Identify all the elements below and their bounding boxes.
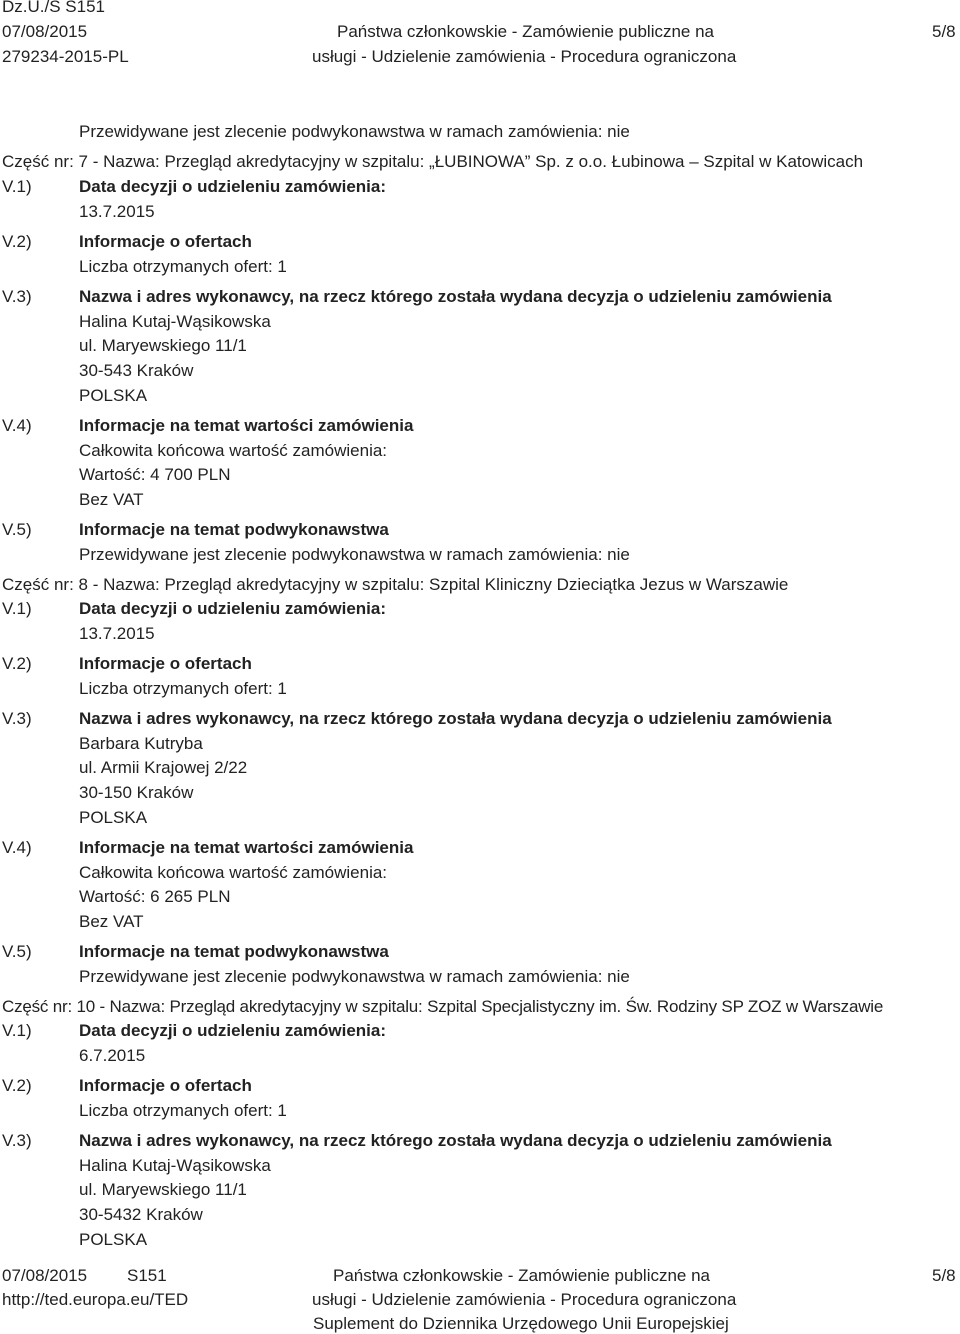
header-page-number: 5/8 [932, 22, 956, 41]
contractor-street: ul. Armii Krajowej 2/22 [79, 758, 248, 777]
section-heading: Informacje o ofertach [79, 1076, 252, 1095]
vat-note: Bez VAT [79, 490, 144, 509]
offers-count: Liczba otrzymanych ofert: 1 [79, 1101, 287, 1120]
section-heading: Nazwa i adres wykonawcy, na rzecz którego została wydana decyzja o udzieleniu zamówienia [79, 1131, 832, 1150]
contractor-city: 30-543 Kraków [79, 361, 194, 380]
section-heading: Data decyzji o udzieleniu zamówienia: [79, 1021, 387, 1040]
section-heading: Nazwa i adres wykonawcy, na rzecz którego została wydana decyzja o udzieleniu zamówienia [79, 287, 832, 306]
section-heading: Data decyzji o udzieleniu zamówienia: [79, 599, 387, 618]
decision-date: 13.7.2015 [79, 624, 155, 643]
section-label: V.2) [2, 654, 32, 673]
section-label: V.5) [2, 942, 32, 961]
section-heading: Nazwa i adres wykonawcy, na rzecz którego została wydana decyzja o udzieleniu zamówienia [79, 709, 832, 728]
section-label: V.1) [2, 1021, 32, 1040]
contractor-country: POLSKA [79, 1230, 148, 1249]
footer-title-line3: Suplement do Dziennika Urzędowego Unii Europejskiej [313, 1314, 729, 1333]
contractor-name: Barbara Kutryba [79, 734, 203, 753]
contractor-country: POLSKA [79, 808, 148, 827]
contract-value: Wartość: 6 265 PLN [79, 887, 231, 906]
subcontracting-value: Przewidywane jest zlecenie podwykonawstwa w ramach zamówienia: nie [79, 967, 630, 986]
section-label: V.1) [2, 177, 32, 196]
section-heading: Informacje na temat wartości zamówienia [79, 838, 414, 857]
vat-note: Bez VAT [79, 912, 144, 931]
header-date: 07/08/2015 [2, 22, 88, 41]
section-label: V.1) [2, 599, 32, 618]
contract-value: Wartość: 4 700 PLN [79, 465, 231, 484]
offers-count: Liczba otrzymanych ofert: 1 [79, 679, 287, 698]
section-heading: Informacje na temat podwykonawstwa [79, 942, 389, 961]
section-label: V.3) [2, 1131, 32, 1150]
footer-date: 07/08/2015 [2, 1266, 88, 1285]
contractor-city: 30-150 Kraków [79, 783, 194, 802]
section-heading: Informacje o ofertach [79, 232, 252, 251]
decision-date: 6.7.2015 [79, 1046, 146, 1065]
subcontracting-intro: Przewidywane jest zlecenie podwykonawstwa w ramach zamówienia: nie [79, 122, 630, 141]
subcontracting-value: Przewidywane jest zlecenie podwykonawstwa w ramach zamówienia: nie [79, 545, 630, 564]
footer-title-line1: Państwa członkowskie - Zamówienie publiczne na [333, 1266, 711, 1285]
section-heading: Informacje o ofertach [79, 654, 252, 673]
footer-title-line2: usługi - Udzielenie zamówienia - Procedura ograniczona [312, 1290, 737, 1309]
contractor-country: POLSKA [79, 386, 148, 405]
footer-page-number: 5/8 [932, 1266, 956, 1285]
part-title: Część nr: 10 - Nazwa: Przegląd akredytacyjny w szpitalu: Szpital Specjalistyczny im. Św. Rodziny SP ZOZ w Warszawie [2, 997, 884, 1016]
contractor-name: Halina Kutaj-Wąsikowska [79, 312, 271, 331]
section-label: V.2) [2, 1076, 32, 1095]
section-label: V.3) [2, 287, 32, 306]
total-value-label: Całkowita końcowa wartość zamówienia: [79, 441, 388, 460]
notice-number: 279234-2015-PL [2, 47, 129, 66]
section-heading: Data decyzji o udzieleniu zamówienia: [79, 177, 387, 196]
section-label: V.4) [2, 838, 32, 857]
section-label: V.3) [2, 709, 32, 728]
section-label: V.4) [2, 416, 32, 435]
contractor-street: ul. Maryewskiego 11/1 [79, 336, 247, 355]
journal-ref: Dz.U./S S151 [2, 0, 105, 16]
contractor-name: Halina Kutaj-Wąsikowska [79, 1156, 271, 1175]
section-heading: Informacje na temat podwykonawstwa [79, 520, 389, 539]
header-title-line2: usługi - Udzielenie zamówienia - Procedura ograniczona [312, 47, 737, 66]
part-title: Część nr: 8 - Nazwa: Przegląd akredytacyjny w szpitalu: Szpital Kliniczny Dzieciątka Jezus w Warszawie [2, 575, 789, 594]
part-title: Część nr: 7 - Nazwa: Przegląd akredytacyjny w szpitalu: „ŁUBINOWA” Sp. z o.o. Łubinowa – Szpital w Katowicach [2, 152, 864, 171]
offers-count: Liczba otrzymanych ofert: 1 [79, 257, 287, 276]
header-title-line1: Państwa członkowskie - Zamówienie publiczne na [337, 22, 715, 41]
footer-series: S151 [127, 1266, 167, 1285]
section-label: V.5) [2, 520, 32, 539]
total-value-label: Całkowita końcowa wartość zamówienia: [79, 863, 388, 882]
contractor-city: 30-5432 Kraków [79, 1205, 203, 1224]
section-label: V.2) [2, 232, 32, 251]
contractor-street: ul. Maryewskiego 11/1 [79, 1180, 247, 1199]
decision-date: 13.7.2015 [79, 202, 155, 221]
section-heading: Informacje na temat wartości zamówienia [79, 416, 414, 435]
footer-url[interactable]: http://ted.europa.eu/TED [2, 1290, 189, 1309]
